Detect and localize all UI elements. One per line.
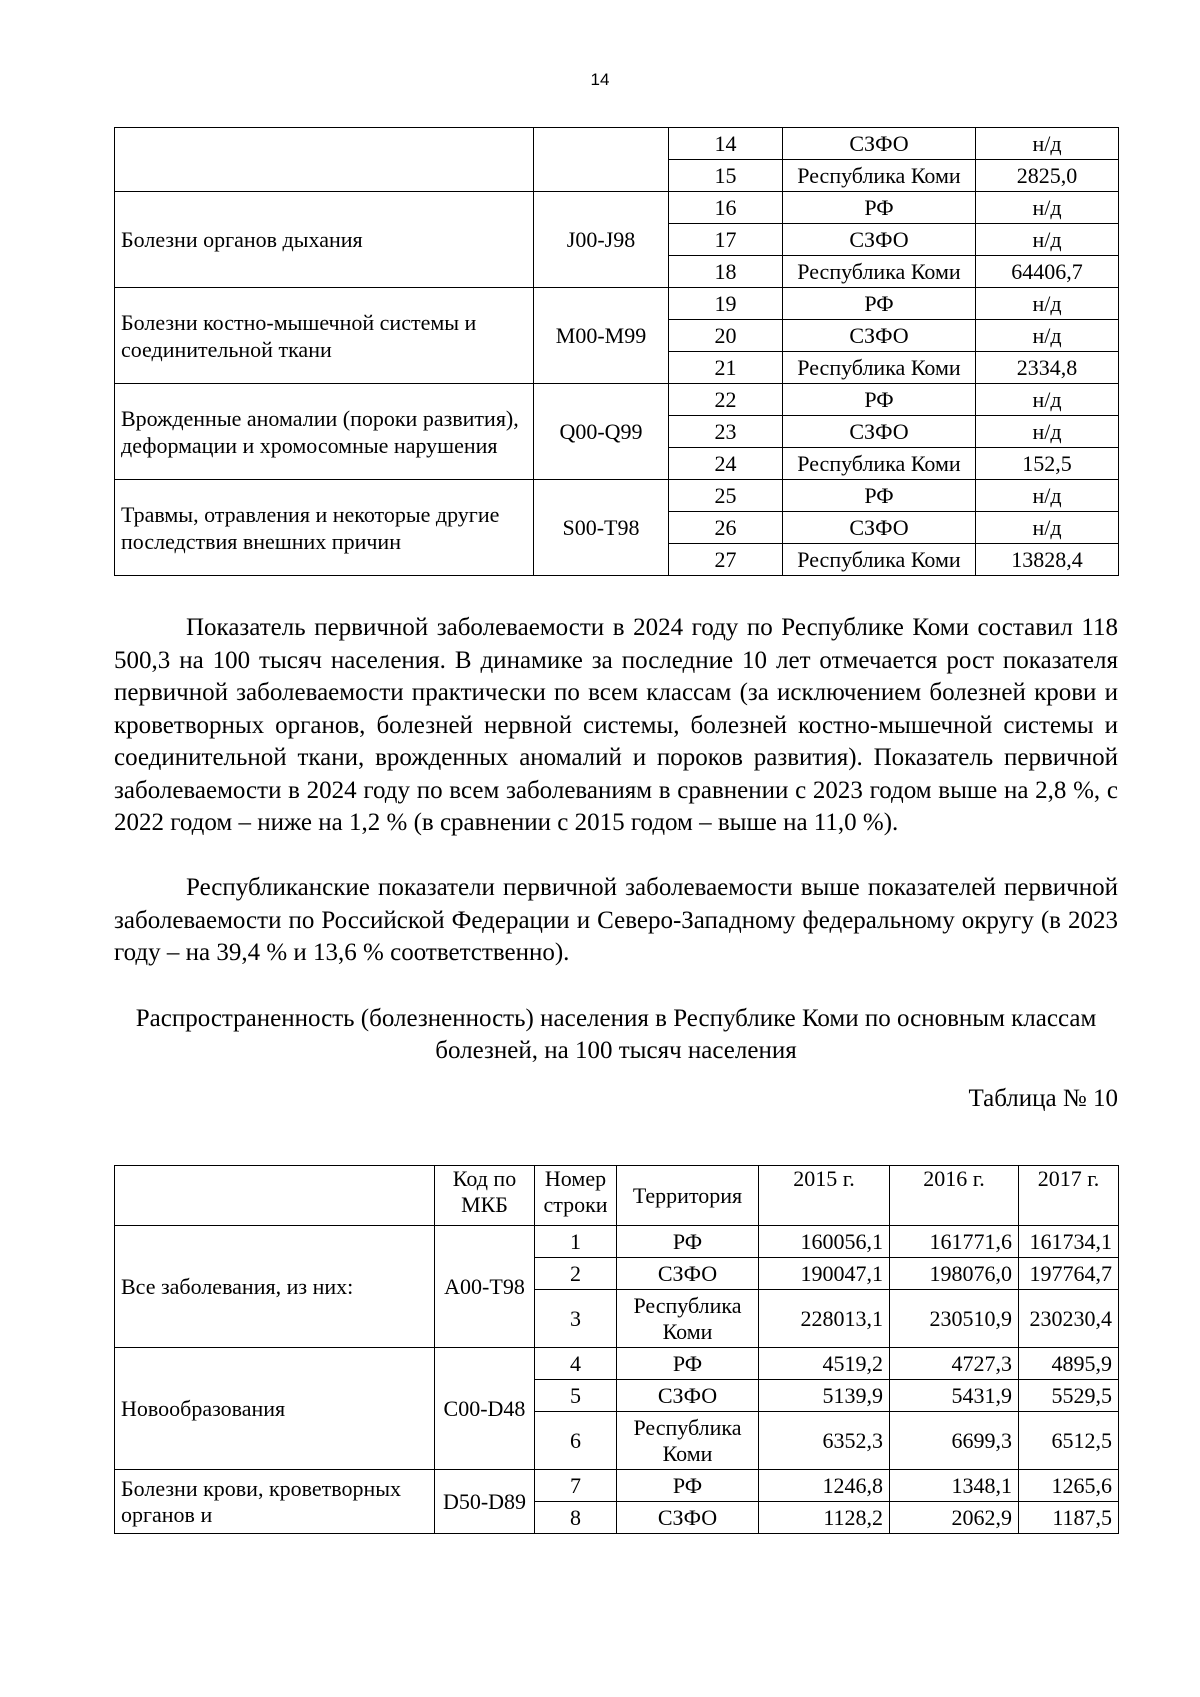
territory: РФ bbox=[783, 288, 976, 320]
paragraph-primary-morbidity: Показатель первичной заболеваемости в 2024 году по Республике Коми составил 118 500,3 на 100 тысяч населения. В динамике за последние 10 лет отмечается рост показателя первичной заболеваемости практически по всем классам (за исключением болезней крови и кроветворных органов, болезней нервной системы, болезней костно-мышечной системы и соединительной ткани, врожденных аномалий и пороков развития). Показатель первичной заболеваемости в 2024 году по всем заболеваниям в сравнении с 2023 годом выше на 2,8 %, с 2022 годом – ниже на 1,2 % (в сравнении с 2015 годом – выше на 11,0 %). bbox=[114, 614, 1118, 836]
territory: Республика Коми bbox=[783, 160, 976, 192]
icd-code: J00-J98 bbox=[534, 192, 669, 288]
territory: Республика Коми bbox=[783, 544, 976, 576]
row-number: 6 bbox=[535, 1412, 617, 1470]
value: 1348,1 bbox=[890, 1470, 1019, 1502]
territory: Республика Коми bbox=[783, 256, 976, 288]
value: 4895,9 bbox=[1019, 1348, 1119, 1380]
row-number: 18 bbox=[669, 256, 783, 288]
territory: СЗФО bbox=[783, 512, 976, 544]
value: 190047,1 bbox=[759, 1258, 890, 1290]
value: 161771,6 bbox=[890, 1226, 1019, 1258]
territory: Республика Коми bbox=[617, 1290, 759, 1348]
table-header-row bbox=[115, 1166, 1119, 1226]
icd-code: M00-M99 bbox=[534, 288, 669, 384]
territory: СЗФО bbox=[783, 320, 976, 352]
header-row-number: Номер строки bbox=[535, 1166, 617, 1226]
row-number: 3 bbox=[535, 1290, 617, 1348]
icd-code: S00-T98 bbox=[534, 480, 669, 576]
header-name bbox=[115, 1166, 435, 1226]
value: н/д bbox=[976, 288, 1119, 320]
table-caption: Распространенность (болезненность) населения в Республике Коми по основным классам болезней, на 100 тысяч населения bbox=[135, 1005, 1097, 1064]
row-number: 2 bbox=[535, 1258, 617, 1290]
table-row bbox=[115, 192, 1119, 224]
value: 1187,5 bbox=[1019, 1502, 1119, 1534]
value: 5529,5 bbox=[1019, 1380, 1119, 1412]
territory: РФ bbox=[783, 480, 976, 512]
disease-class-name: Болезни костно-мышечной системы и соединительной ткани bbox=[115, 288, 534, 384]
value: 2825,0 bbox=[976, 160, 1119, 192]
value: 230510,9 bbox=[890, 1290, 1019, 1348]
row-number: 25 bbox=[669, 480, 783, 512]
value: 5139,9 bbox=[759, 1380, 890, 1412]
disease-class-name: Новообразования bbox=[115, 1348, 435, 1470]
disease-class-name: Болезни крови, кроветворных органов и bbox=[115, 1470, 435, 1534]
territory: СЗФО bbox=[617, 1258, 759, 1290]
disease-class-name bbox=[115, 128, 534, 192]
row-number: 16 bbox=[669, 192, 783, 224]
row-number: 8 bbox=[535, 1502, 617, 1534]
value: 5431,9 bbox=[890, 1380, 1019, 1412]
value: 152,5 bbox=[976, 448, 1119, 480]
value: н/д bbox=[976, 224, 1119, 256]
disease-class-name: Травмы, отравления и некоторые другие последствия внешних причин bbox=[115, 480, 534, 576]
header-2017: 2017 г. bbox=[1019, 1166, 1119, 1226]
value: 228013,1 bbox=[759, 1290, 890, 1348]
row-number: 1 bbox=[535, 1226, 617, 1258]
value: 6352,3 bbox=[759, 1412, 890, 1470]
icd-code bbox=[534, 128, 669, 192]
value: 1246,8 bbox=[759, 1470, 890, 1502]
territory: Республика Коми bbox=[783, 448, 976, 480]
table-number-label: Таблица № 10 bbox=[968, 1085, 1118, 1112]
row-number: 19 bbox=[669, 288, 783, 320]
header-2016: 2016 г. bbox=[890, 1166, 1019, 1226]
value: 6699,3 bbox=[890, 1412, 1019, 1470]
value: 197764,7 bbox=[1019, 1258, 1119, 1290]
territory: РФ bbox=[617, 1348, 759, 1380]
value: 230230,4 bbox=[1019, 1290, 1119, 1348]
table-row bbox=[115, 1226, 1119, 1258]
table-row bbox=[115, 128, 1119, 160]
icd-code: A00-T98 bbox=[435, 1226, 535, 1348]
row-number: 7 bbox=[535, 1470, 617, 1502]
row-number: 21 bbox=[669, 352, 783, 384]
row-number: 20 bbox=[669, 320, 783, 352]
territory: Республика Коми bbox=[783, 352, 976, 384]
value: н/д bbox=[976, 416, 1119, 448]
territory: РФ bbox=[783, 192, 976, 224]
value: 64406,7 bbox=[976, 256, 1119, 288]
row-number: 27 bbox=[669, 544, 783, 576]
value: 4727,3 bbox=[890, 1348, 1019, 1380]
value: 1265,6 bbox=[1019, 1470, 1119, 1502]
disease-class-name: Болезни органов дыхания bbox=[115, 192, 534, 288]
value: 2334,8 bbox=[976, 352, 1119, 384]
row-number: 23 bbox=[669, 416, 783, 448]
disease-class-name: Врожденные аномалии (пороки развития), деформации и хромосомные нарушения bbox=[115, 384, 534, 480]
row-number: 17 bbox=[669, 224, 783, 256]
table-row bbox=[115, 1348, 1119, 1380]
header-code: Код по МКБ bbox=[435, 1166, 535, 1226]
value: н/д bbox=[976, 192, 1119, 224]
value: н/д bbox=[976, 512, 1119, 544]
disease-class-name: Все заболевания, из них: bbox=[115, 1226, 435, 1348]
value: н/д bbox=[976, 384, 1119, 416]
icd-code: C00-D48 bbox=[435, 1348, 535, 1470]
value: 13828,4 bbox=[976, 544, 1119, 576]
table-row bbox=[115, 480, 1119, 512]
value: 1128,2 bbox=[759, 1502, 890, 1534]
territory: Республика Коми bbox=[617, 1412, 759, 1470]
row-number: 5 bbox=[535, 1380, 617, 1412]
territory: СЗФО bbox=[783, 224, 976, 256]
table-row bbox=[115, 288, 1119, 320]
table-row bbox=[115, 1470, 1119, 1502]
prevalence-table bbox=[114, 1165, 1119, 1534]
territory: СЗФО bbox=[783, 128, 976, 160]
value: 160056,1 bbox=[759, 1226, 890, 1258]
row-number: 24 bbox=[669, 448, 783, 480]
row-number: 26 bbox=[669, 512, 783, 544]
header-2015: 2015 г. bbox=[759, 1166, 890, 1226]
row-number: 22 bbox=[669, 384, 783, 416]
value: 6512,5 bbox=[1019, 1412, 1119, 1470]
top-morbidity-table bbox=[114, 127, 1119, 576]
territory: РФ bbox=[617, 1470, 759, 1502]
value: н/д bbox=[976, 480, 1119, 512]
territory: СЗФО bbox=[617, 1502, 759, 1534]
value: 2062,9 bbox=[890, 1502, 1019, 1534]
value: н/д bbox=[976, 128, 1119, 160]
table-row bbox=[115, 384, 1119, 416]
value: 161734,1 bbox=[1019, 1226, 1119, 1258]
row-number: 15 bbox=[669, 160, 783, 192]
icd-code: D50-D89 bbox=[435, 1470, 535, 1534]
value: 4519,2 bbox=[759, 1348, 890, 1380]
icd-code: Q00-Q99 bbox=[534, 384, 669, 480]
row-number: 4 bbox=[535, 1348, 617, 1380]
value: 198076,0 bbox=[890, 1258, 1019, 1290]
territory: СЗФО bbox=[617, 1380, 759, 1412]
territory: РФ bbox=[617, 1226, 759, 1258]
territory: РФ bbox=[783, 384, 976, 416]
page-number: 14 bbox=[590, 70, 610, 89]
paragraph-comparison: Республиканские показатели первичной заболеваемости выше показателей первичной заболеваемости по Российской Федерации и Северо-Западному федеральному округу (в 2023 году – на 39,4 % и 13,6 % соответственно). bbox=[114, 874, 1118, 966]
row-number: 14 bbox=[669, 128, 783, 160]
value: н/д bbox=[976, 320, 1119, 352]
territory: СЗФО bbox=[783, 416, 976, 448]
header-territory: Территория bbox=[617, 1166, 759, 1226]
